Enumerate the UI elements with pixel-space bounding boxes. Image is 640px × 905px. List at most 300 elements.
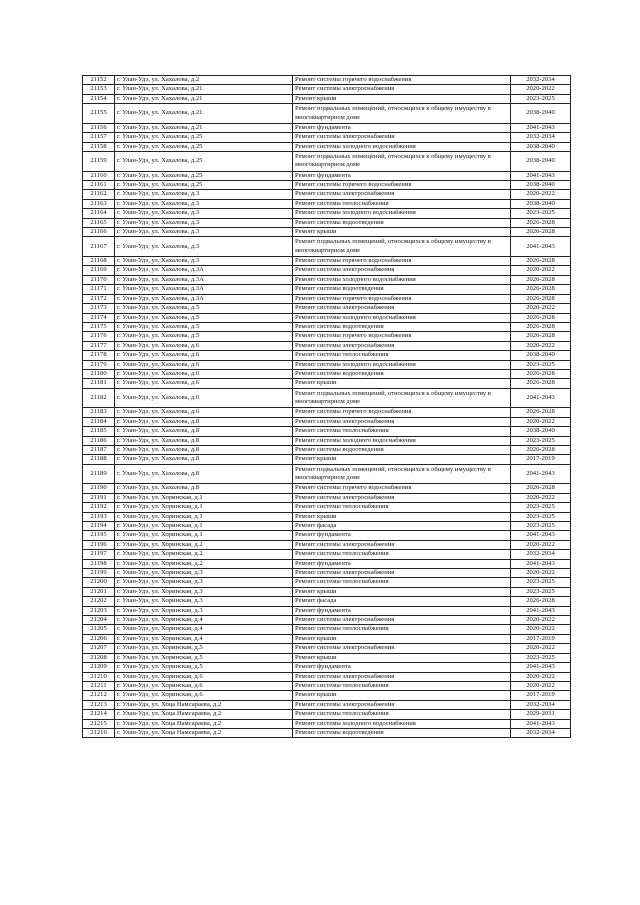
row-number-cell: 21210 [83,672,115,681]
period-cell: 2023-2025 [511,578,571,587]
table-row [83,512,571,521]
work-type-cell: Ремонт фундамента [293,171,511,180]
table-row [83,304,571,313]
address-cell: г. Улан-Удэ, ул. Хахалова, д.5 [115,332,293,341]
work-type-cell: Ремонт фундамента [293,606,511,615]
row-number-cell: 21178 [83,351,115,360]
period-cell: 2023-2025 [511,94,571,103]
address-cell: г. Улан-Удэ, ул. Хахалова, д.5 [115,304,293,313]
table-row [83,484,571,493]
work-type-cell: Ремонт системы теплоснабжения [293,503,511,512]
work-type-cell: Ремонт системы холодного водоснабжения [293,313,511,322]
period-cell: 2020-2022 [511,190,571,199]
period-cell: 2026-2028 [511,484,571,493]
row-number-cell: 21194 [83,522,115,531]
table-row [83,417,571,426]
work-type-cell: Ремонт системы теплоснабжения [293,351,511,360]
table-row [83,427,571,436]
table-row [83,123,571,132]
row-number-cell: 21211 [83,681,115,690]
period-cell: 2020-2022 [511,616,571,625]
period-cell: 2041-2043 [511,123,571,132]
address-cell: г. Улан-Удэ, ул. Хоринская, д.2 [115,559,293,568]
row-number-cell: 21152 [83,76,115,85]
row-number-cell: 21207 [83,644,115,653]
work-type-cell: Ремонт системы горячего водоснабжения [293,332,511,341]
address-cell: г. Улан-Удэ, ул. Хоринская, д.6 [115,681,293,690]
table-row [83,653,571,662]
table-row [83,388,571,408]
address-cell: г. Улан-Удэ, ул. Хахалова, д.25 [115,133,293,142]
row-number-cell: 21190 [83,484,115,493]
period-cell: 2020-2022 [511,540,571,549]
work-type-cell: Ремонт системы электроснабжения [293,700,511,709]
row-number-cell: 21202 [83,597,115,606]
table-row [83,341,571,350]
period-cell: 2038-2040 [511,152,571,172]
row-number-cell: 21181 [83,379,115,388]
repair-schedule-table [82,75,571,738]
row-number-cell: 21201 [83,587,115,596]
address-cell: г. Улан-Удэ, ул. Хахалова, д.21 [115,123,293,132]
row-number-cell: 21187 [83,445,115,454]
row-number-cell: 21212 [83,691,115,700]
address-cell: г. Улан-Удэ, ул. Хоринская, д.1 [115,503,293,512]
table-row [83,294,571,303]
work-type-cell: Ремонт системы электроснабжения [293,672,511,681]
work-type-cell: Ремонт системы водоотведения [293,322,511,331]
table-row [83,257,571,266]
table-row [83,569,571,578]
address-cell: г. Улан-Удэ, ул. Хоринская, д.1 [115,493,293,502]
period-cell: 2032-2034 [511,550,571,559]
address-cell: г. Улан-Удэ, ул. Хоринская, д.2 [115,550,293,559]
address-cell: г. Улан-Удэ, ул. Хахалова, д.6 [115,408,293,417]
row-number-cell: 21159 [83,152,115,172]
period-cell: 2026-2028 [511,322,571,331]
row-number-cell: 21192 [83,503,115,512]
row-number-cell: 21158 [83,142,115,151]
row-number-cell: 21174 [83,313,115,322]
table-row [83,672,571,681]
period-cell: 2041-2043 [511,663,571,672]
address-cell: г. Улан-Удэ, ул. Хоринская, д.1 [115,512,293,521]
period-cell: 2020-2022 [511,569,571,578]
table-row [83,266,571,275]
address-cell: г. Улан-Удэ, ул. Хоринская, д.1 [115,531,293,540]
table-row [83,681,571,690]
work-type-cell: Ремонт системы теплоснабжения [293,427,511,436]
work-type-cell: Ремонт фундамента [293,559,511,568]
work-type-cell: Ремонт системы холодного водоснабжения [293,719,511,728]
row-number-cell: 21162 [83,190,115,199]
period-cell: 2023-2025 [511,512,571,521]
period-cell: 2026-2028 [511,379,571,388]
work-type-cell: Ремонт системы электроснабжения [293,304,511,313]
period-cell: 2026-2028 [511,285,571,294]
table-row [83,455,571,464]
table-row [83,445,571,454]
address-cell: г. Улан-Удэ, ул. Хахалова, д.25 [115,142,293,151]
address-cell: г. Улан-Удэ, ул. Хоринская, д.4 [115,616,293,625]
table-row [83,171,571,180]
work-type-cell: Ремонт системы электроснабжения [293,133,511,142]
table-row [83,710,571,719]
address-cell: г. Улан-Удэ, ул. Хоринская, д.3 [115,569,293,578]
period-cell: 2023-2025 [511,653,571,662]
work-type-cell: Ремонт системы холодного водоснабжения [293,436,511,445]
table-row [83,313,571,322]
period-cell: 2020-2022 [511,341,571,350]
address-cell: г. Улан-Удэ, ул. Хахалова, д.3 [115,257,293,266]
address-cell: г. Улан-Удэ, ул. Хоринская, д.1 [115,522,293,531]
period-cell: 2038-2040 [511,351,571,360]
work-type-cell: Ремонт системы горячего водоснабжения [293,181,511,190]
address-cell: г. Улан-Удэ, ул. Хоца Намсараева, д.2 [115,728,293,737]
work-type-cell: Ремонт подвальных помещений, относящихся к общему имуществу в многоквартирном доме [293,152,511,172]
address-cell: г. Улан-Удэ, ул. Хахалова, д.8 [115,417,293,426]
work-type-cell: Ремонт системы электроснабжения [293,644,511,653]
period-cell: 2020-2022 [511,417,571,426]
address-cell: г. Улан-Удэ, ул. Хахалова, д.3 [115,237,293,257]
table-row [83,369,571,378]
table-row [83,663,571,672]
address-cell: г. Улан-Удэ, ул. Хахалова, д.21 [115,85,293,94]
period-cell: 2017-2019 [511,691,571,700]
period-cell: 2026-2028 [511,597,571,606]
period-cell: 2038-2040 [511,427,571,436]
work-type-cell: Ремонт системы теплоснабжения [293,710,511,719]
period-cell: 2020-2022 [511,625,571,634]
table-row [83,578,571,587]
row-number-cell: 21213 [83,700,115,709]
table-row [83,606,571,615]
address-cell: г. Улан-Удэ, ул. Хахалова, д.3 [115,190,293,199]
period-cell: 2041-2043 [511,464,571,484]
table-row [83,634,571,643]
work-type-cell: Ремонт системы горячего водоснабжения [293,257,511,266]
address-cell: г. Улан-Удэ, ул. Хахалова, д.8 [115,464,293,484]
address-cell: г. Улан-Удэ, ул. Хоринская, д.4 [115,634,293,643]
row-number-cell: 21167 [83,237,115,257]
address-cell: г. Улан-Удэ, ул. Хахалова, д.8 [115,436,293,445]
table-row [83,190,571,199]
period-cell: 2023-2025 [511,503,571,512]
address-cell: г. Улан-Удэ, ул. Хахалова, д.25 [115,152,293,172]
row-number-cell: 21153 [83,85,115,94]
work-type-cell: Ремонт системы электроснабжения [293,190,511,199]
address-cell: г. Улан-Удэ, ул. Хоринская, д.6 [115,672,293,681]
row-number-cell: 21166 [83,228,115,237]
work-type-cell: Ремонт подвальных помещений, относящихся к общему имуществу в многоквартирном доме [293,237,511,257]
row-number-cell: 21198 [83,559,115,568]
work-type-cell: Ремонт системы холодного водоснабжения [293,209,511,218]
table-row [83,332,571,341]
table-row [83,237,571,257]
work-type-cell: Ремонт крыши [293,587,511,596]
period-cell: 2041-2043 [511,388,571,408]
table-row [83,351,571,360]
period-cell: 2026-2028 [511,257,571,266]
period-cell: 2038-2040 [511,199,571,208]
period-cell: 2020-2022 [511,85,571,94]
work-type-cell: Ремонт системы электроснабжения [293,417,511,426]
address-cell: г. Улан-Удэ, ул. Хоца Намсараева, д.2 [115,700,293,709]
table-row [83,503,571,512]
work-type-cell: Ремонт крыши [293,653,511,662]
address-cell: г. Улан-Удэ, ул. Хахалова, д.3А [115,266,293,275]
row-number-cell: 21204 [83,616,115,625]
period-cell: 2026-2028 [511,275,571,284]
period-cell: 2032-2034 [511,728,571,737]
row-number-cell: 21175 [83,322,115,331]
work-type-cell: Ремонт системы водоотведения [293,369,511,378]
table-row [83,522,571,531]
row-number-cell: 21184 [83,417,115,426]
address-cell: г. Улан-Удэ, ул. Хахалова, д.25 [115,181,293,190]
work-type-cell: Ремонт подвальных помещений, относящихся к общему имуществу в многоквартирном доме [293,104,511,124]
address-cell: г. Улан-Удэ, ул. Хахалова, д.8 [115,427,293,436]
period-cell: 2041-2043 [511,559,571,568]
period-cell: 2026-2028 [511,218,571,227]
table-row [83,691,571,700]
period-cell: 2032-2034 [511,76,571,85]
table-row [83,133,571,142]
row-number-cell: 21154 [83,94,115,103]
address-cell: г. Улан-Удэ, ул. Хахалова, д.3 [115,228,293,237]
period-cell: 2020-2022 [511,266,571,275]
address-cell: г. Улан-Удэ, ул. Хахалова, д.3 [115,209,293,218]
row-number-cell: 21206 [83,634,115,643]
period-cell: 2026-2028 [511,332,571,341]
period-cell: 2041-2043 [511,237,571,257]
table-row [83,181,571,190]
row-number-cell: 21171 [83,285,115,294]
work-type-cell: Ремонт крыши [293,379,511,388]
work-type-cell: Ремонт системы электроснабжения [293,569,511,578]
period-cell: 2020-2022 [511,681,571,690]
address-cell: г. Улан-Удэ, ул. Хахалова, д.8 [115,455,293,464]
row-number-cell: 21157 [83,133,115,142]
period-cell: 2041-2043 [511,171,571,180]
row-number-cell: 21195 [83,531,115,540]
table-row [83,719,571,728]
period-cell: 2023-2025 [511,587,571,596]
table-row [83,360,571,369]
table-row [83,142,571,151]
address-cell: г. Улан-Удэ, ул. Хоринская, д.3 [115,597,293,606]
table-row [83,379,571,388]
table-row [83,728,571,737]
period-cell: 2041-2043 [511,719,571,728]
period-cell: 2038-2040 [511,104,571,124]
table-row [83,625,571,634]
row-number-cell: 21191 [83,493,115,502]
table-body [83,76,571,738]
table-row [83,493,571,502]
row-number-cell: 21205 [83,625,115,634]
work-type-cell: Ремонт системы водоотведения [293,728,511,737]
period-cell: 2026-2028 [511,369,571,378]
work-type-cell: Ремонт системы электроснабжения [293,493,511,502]
address-cell: г. Улан-Удэ, ул. Хоринская, д.6 [115,691,293,700]
row-number-cell: 21214 [83,710,115,719]
work-type-cell: Ремонт системы горячего водоснабжения [293,294,511,303]
work-type-cell: Ремонт подвальных помещений, относящихся к общему имуществу в многоквартирном доме [293,464,511,484]
work-type-cell: Ремонт системы водоотведения [293,445,511,454]
table-row [83,218,571,227]
work-type-cell: Ремонт системы теплоснабжения [293,681,511,690]
table-row [83,152,571,172]
period-cell: 2023-2025 [511,436,571,445]
table-row [83,322,571,331]
table-row [83,209,571,218]
row-number-cell: 21169 [83,266,115,275]
table-row [83,616,571,625]
work-type-cell: Ремонт системы холодного водоснабжения [293,142,511,151]
row-number-cell: 21172 [83,294,115,303]
table-row [83,587,571,596]
period-cell: 2017-2019 [511,634,571,643]
row-number-cell: 21208 [83,653,115,662]
table-row [83,436,571,445]
period-cell: 2020-2022 [511,304,571,313]
table-row [83,597,571,606]
table-row [83,540,571,549]
period-cell: 2020-2022 [511,672,571,681]
table-row [83,275,571,284]
address-cell: г. Улан-Удэ, ул. Хахалова, д.21 [115,94,293,103]
work-type-cell: Ремонт крыши [293,94,511,103]
row-number-cell: 21193 [83,512,115,521]
period-cell: 2029-2031 [511,710,571,719]
period-cell: 2032-2034 [511,700,571,709]
period-cell: 2026-2028 [511,294,571,303]
address-cell: г. Улан-Удэ, ул. Хоринская, д.5 [115,653,293,662]
period-cell: 2020-2022 [511,493,571,502]
table-row [83,199,571,208]
period-cell: 2026-2028 [511,228,571,237]
work-type-cell: Ремонт системы теплоснабжения [293,550,511,559]
row-number-cell: 21183 [83,408,115,417]
table-row [83,531,571,540]
work-type-cell: Ремонт фундамента [293,663,511,672]
work-type-cell: Ремонт системы теплоснабжения [293,625,511,634]
row-number-cell: 21173 [83,304,115,313]
row-number-cell: 21197 [83,550,115,559]
table-row [83,85,571,94]
address-cell: г. Улан-Удэ, ул. Хахалова, д.6 [115,351,293,360]
table-row [83,559,571,568]
address-cell: г. Улан-Удэ, ул. Хоринская, д.2 [115,540,293,549]
address-cell: г. Улан-Удэ, ул. Хоринская, д.3 [115,587,293,596]
address-cell: г. Улан-Удэ, ул. Хахалова, д.3А [115,275,293,284]
work-type-cell: Ремонт системы электроснабжения [293,85,511,94]
address-cell: г. Улан-Удэ, ул. Хахалова, д.6 [115,341,293,350]
address-cell: г. Улан-Удэ, ул. Хахалова, д.8 [115,484,293,493]
work-type-cell: Ремонт системы теплоснабжения [293,199,511,208]
address-cell: г. Улан-Удэ, ул. Хоринская, д.4 [115,625,293,634]
address-cell: г. Улан-Удэ, ул. Хахалова, д.5 [115,313,293,322]
row-number-cell: 21199 [83,569,115,578]
address-cell: г. Улан-Удэ, ул. Хоринская, д.3 [115,606,293,615]
work-type-cell: Ремонт фасада [293,522,511,531]
work-type-cell: Ремонт системы водоотведения [293,218,511,227]
address-cell: г. Улан-Удэ, ул. Хахалова, д.6 [115,388,293,408]
table-row [83,644,571,653]
work-type-cell: Ремонт крыши [293,634,511,643]
address-cell: г. Улан-Удэ, ул. Хахалова, д.8 [115,445,293,454]
address-cell: г. Улан-Удэ, ул. Хахалова, д.3А [115,285,293,294]
row-number-cell: 21209 [83,663,115,672]
address-cell: г. Улан-Удэ, ул. Хоринская, д.3 [115,578,293,587]
address-cell: г. Улан-Удэ, ул. Хахалова, д.3 [115,199,293,208]
work-type-cell: Ремонт системы электроснабжения [293,616,511,625]
period-cell: 2026-2028 [511,408,571,417]
period-cell: 2041-2043 [511,606,571,615]
work-type-cell: Ремонт системы электроснабжения [293,266,511,275]
period-cell: 2038-2040 [511,181,571,190]
work-type-cell: Ремонт крыши [293,512,511,521]
work-type-cell: Ремонт подвальных помещений, относящихся к общему имуществу в многоквартирном доме [293,388,511,408]
period-cell: 2023-2025 [511,522,571,531]
period-cell: 2026-2028 [511,445,571,454]
row-number-cell: 21185 [83,427,115,436]
row-number-cell: 21165 [83,218,115,227]
row-number-cell: 21163 [83,199,115,208]
row-number-cell: 21168 [83,257,115,266]
period-cell: 2017-2019 [511,455,571,464]
period-cell: 2020-2022 [511,644,571,653]
table-row [83,285,571,294]
address-cell: г. Улан-Удэ, ул. Хахалова, д.6 [115,369,293,378]
address-cell: г. Улан-Удэ, ул. Хоца Намсараева, д.2 [115,719,293,728]
row-number-cell: 21196 [83,540,115,549]
period-cell: 2041-2043 [511,531,571,540]
work-type-cell: Ремонт крыши [293,455,511,464]
row-number-cell: 21182 [83,388,115,408]
row-number-cell: 21180 [83,369,115,378]
row-number-cell: 21188 [83,455,115,464]
table-row [83,700,571,709]
row-number-cell: 21155 [83,104,115,124]
address-cell: г. Улан-Удэ, ул. Хахалова, д.5 [115,322,293,331]
work-type-cell: Ремонт фундамента [293,531,511,540]
address-cell: г. Улан-Удэ, ул. Хахалова, д.3 [115,218,293,227]
row-number-cell: 21170 [83,275,115,284]
row-number-cell: 21189 [83,464,115,484]
row-number-cell: 21203 [83,606,115,615]
period-cell: 2032-2034 [511,133,571,142]
row-number-cell: 21179 [83,360,115,369]
work-type-cell: Ремонт системы водоотведения [293,285,511,294]
address-cell: г. Улан-Удэ, ул. Хахалова, д.6 [115,379,293,388]
address-cell: г. Улан-Удэ, ул. Хоца Намсараева, д.2 [115,710,293,719]
row-number-cell: 21186 [83,436,115,445]
work-type-cell: Ремонт системы горячего водоснабжения [293,408,511,417]
period-cell: 2038-2040 [511,142,571,151]
row-number-cell: 21215 [83,719,115,728]
row-number-cell: 21161 [83,181,115,190]
work-type-cell: Ремонт системы горячего водоснабжения [293,484,511,493]
row-number-cell: 21160 [83,171,115,180]
work-type-cell: Ремонт системы холодного водоснабжения [293,275,511,284]
table-row [83,550,571,559]
row-number-cell: 21216 [83,728,115,737]
work-type-cell: Ремонт системы электроснабжения [293,540,511,549]
table-row [83,408,571,417]
row-number-cell: 21176 [83,332,115,341]
